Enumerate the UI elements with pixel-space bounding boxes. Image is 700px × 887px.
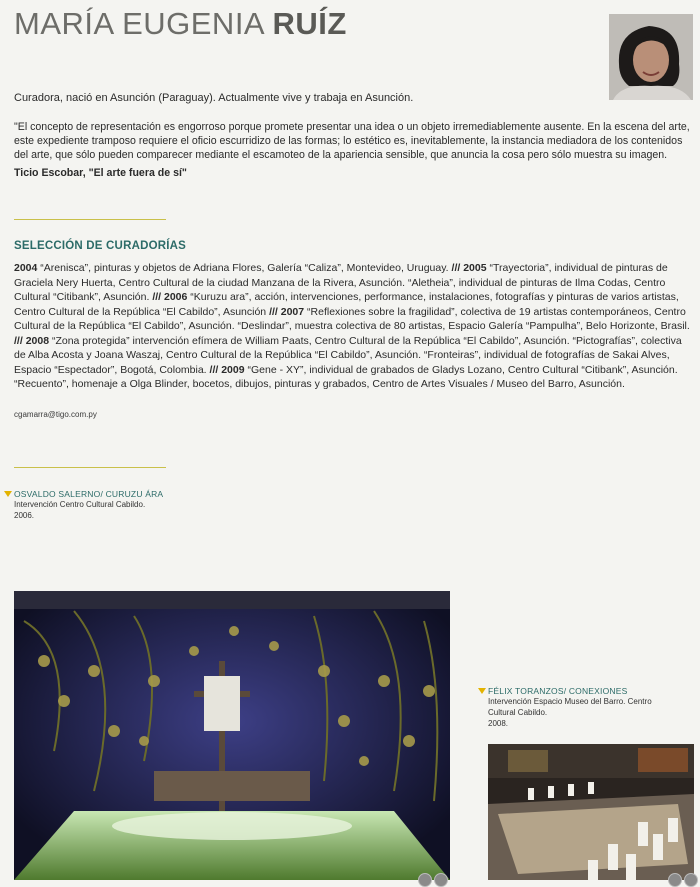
caption-1-line1: Intervención Centro Cultural Cabildo.: [14, 500, 146, 509]
name-light: MARÍA EUGENIA: [14, 6, 264, 41]
caption-2-title: FÉLIX TORANZOS/ CONEXIONES: [488, 686, 628, 696]
separator: ///: [14, 334, 23, 347]
intro-text: Curadora, nació en Asunción (Paraguay). Actualmente vive y trabaja en Asunción.: [14, 92, 414, 104]
year-2008: 2008: [25, 334, 50, 347]
divider: [14, 219, 166, 220]
caption-1-title: OSVALDO SALERNO/ CURUZU ÁRA: [14, 489, 164, 499]
text-2009: “Gene - XY”, individual de grabados de Gladys Lozano, Centro Cultural “Citibank”, Asunción. “Recuento”, homenaje a Olga Blinder, bocetos, dibujos, pinturas y grabados, Centro de Artes Visuales / Museo del Barro, Asunción.: [14, 363, 678, 390]
installation-photo-conexiones: [488, 744, 694, 880]
triangle-down-icon: [478, 688, 486, 694]
installation-photo-curuzu-ara: [14, 591, 450, 880]
caption-1: [14, 489, 163, 521]
triangle-down-icon: [4, 491, 12, 497]
prev-page-icon[interactable]: [418, 873, 432, 887]
separator: ///: [451, 262, 461, 274]
quote-author: Ticio Escobar, "El arte fuera de sí": [14, 167, 187, 179]
section-title: SELECCIÓN DE CURADORÍAS: [14, 240, 187, 252]
text-2005: “Trayectoria”, individual de pinturas de Graciela Nery Huerta, Centro Cultural de la ciudad Manzana de la Rivera, Asunción. “Aletheia”, individual de pinturas de Ilma Codas, Centro Cultural “Citibank”, Asunción.: [14, 262, 668, 303]
text-2004: “Arenisca”, pinturas y objetos de Adriana Flores, Galería “Caliza”, Montevideo, Uruguay.: [37, 262, 452, 274]
quote-text: "El concepto de representación es engorroso porque promete presentar una idea o un objeto irremediablemente ausente. En la escena del arte, este expediente tramposo requiere el oficio escurridizo de las formas; lo estético es, inevitablemente, la instancia mediadora de los contenidos del arte, que sólo pueden comparecer mediante el escamoteo de la apariencia sensible, que anuncia la cosa pero sólo muestra su imagen.: [14, 121, 690, 161]
caption-2: [488, 686, 652, 729]
next-page-icon[interactable]: [434, 873, 448, 887]
separator: ///: [269, 305, 278, 318]
caption-2-line3: 2008.: [488, 719, 509, 728]
separator: ///: [152, 291, 162, 303]
portrait-photo: [609, 14, 693, 100]
year-2005: 2005: [463, 262, 487, 274]
separator: ///: [209, 363, 219, 376]
caption-1-line2: 2006.: [14, 511, 35, 520]
caption-2-line2: Cultural Cabildo.: [488, 708, 548, 717]
year-2006: 2006: [164, 291, 188, 303]
year-2009: 2009: [221, 363, 245, 376]
year-2004: 2004: [14, 262, 38, 274]
email-link[interactable]: cgamarra@tigo.com.py: [14, 410, 97, 419]
year-2007: 2007: [280, 305, 305, 318]
caption-2-line1: Intervención Espacio Museo del Barro. Centro: [488, 697, 652, 706]
text-2007: “Reflexiones sobre la fragilidad”, colectiva de 19 artistas contemporáneos, Centro Cultural de la República “El Cabildo”, Asunción. “Deslindar”, muestra colectiva de 80 artistas, Espacio Galería “Pampulha”, Belo Horizonte, Brasil.: [14, 305, 690, 332]
page-title: [14, 6, 347, 42]
name-bold: RUÍZ: [272, 6, 347, 41]
text-2006: “Kuruzu ara”, acción, intervenciones, performance, instalaciones, fotografías y pinturas de varios artistas, Centro Cultural de la República “El Cabildo”, Asunción: [14, 291, 679, 318]
next-page-icon[interactable]: [684, 873, 698, 887]
text-2008: “Zona protegida” intervención efímera de William Paats, Centro Cultural de la República “El Cabildo”, Asunción. “Pictografías”, colectiva de Alba Acosta y Joana Waszaj, Centro Cultural de la República “El Cabildo”, Asunción. “Fronteiras”, individual de fotografías de Sakai Alves, Espacio “Espectador”, Bogotá, Colombia.: [14, 334, 682, 376]
prev-page-icon[interactable]: [668, 873, 682, 887]
divider: [14, 467, 166, 468]
curadurias-list: [14, 261, 694, 392]
